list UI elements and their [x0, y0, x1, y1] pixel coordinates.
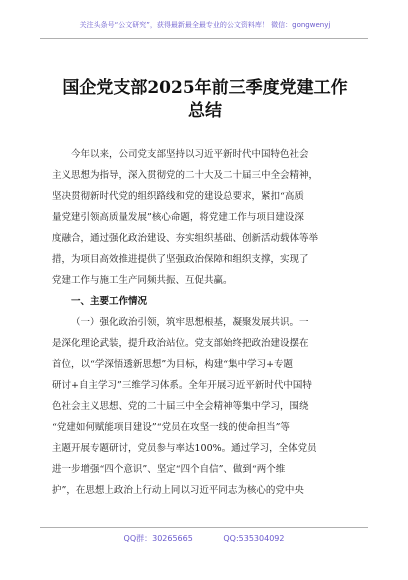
paragraph-line: 党建工作与施工生产同频共振、互促共赢。	[52, 275, 233, 286]
page-footer	[0, 533, 408, 544]
document-title	[40, 77, 370, 123]
paragraph-line: 措，为项目高效推进提供了坚强政治保障和组织支撑，实现了	[52, 254, 309, 265]
paragraph-line: （一）强化政治引领，筑牢思想根基，凝聚发展共识。一	[71, 317, 309, 328]
header-divider	[40, 38, 368, 39]
paragraph-line: “党建如何赋能项目建设”“党员在攻坚一线的使命担当”等	[52, 422, 290, 433]
paragraph-line: 是深化理论武装，提升政治站位。党支部始终把政治建设摆在	[52, 338, 309, 349]
paragraph-line: 研讨+自主学习”三维学习体系。全年开展习近平新时代中国特	[52, 380, 312, 391]
title-line-1: 国企党支部2025年前三季度党建工作	[62, 78, 348, 98]
section-heading: 一、主要工作情况	[71, 296, 148, 307]
paragraph-line: 进一步增强“四个意识”、坚定“四个自信”、做到“两个维	[52, 464, 286, 475]
paragraph-line: 度融合，通过强化政治建设、夯实组织基础、创新活动载体等举	[52, 233, 319, 244]
paragraph-line: 坚决贯彻新时代党的组织路线和党的建设总要求，紧扣“高质	[52, 191, 304, 202]
page-header: 关注头条号“公文研究”，获得最新最全最专业的公文资料库！ 微信：gongwenyj	[79, 21, 331, 29]
document-body	[52, 144, 357, 501]
paragraph-line: 主义思想为指导，深入贯彻党的二十大及二十届三中全会精神，	[52, 170, 319, 181]
title-line-2: 总结	[188, 101, 222, 121]
footer-qq-contact: QQ:535304092	[223, 534, 285, 543]
footer-divider	[40, 527, 368, 528]
paragraph-line: 色社会主义思想、党的二十届三中全会精神等集中学习，围绕	[52, 401, 309, 412]
paragraph-line: 主题开展专题研讨，党员参与率达100%。通过学习，全体党员	[52, 443, 317, 454]
paragraph-line: 护”，在思想上政治上行动上同以习近平同志为核心的党中央	[52, 485, 304, 496]
paragraph-line: 量党建引领高质量发展”核心命题，将党建工作与项目建设深	[52, 212, 304, 223]
footer-qq-group: QQ群：30265665	[123, 534, 193, 543]
paragraph-line: 今年以来，公司党支部坚持以习近平新时代中国特色社会	[71, 149, 309, 160]
paragraph-line: 首位，以“学深悟透新思想”为目标，构建“集中学习+专题	[52, 359, 294, 370]
